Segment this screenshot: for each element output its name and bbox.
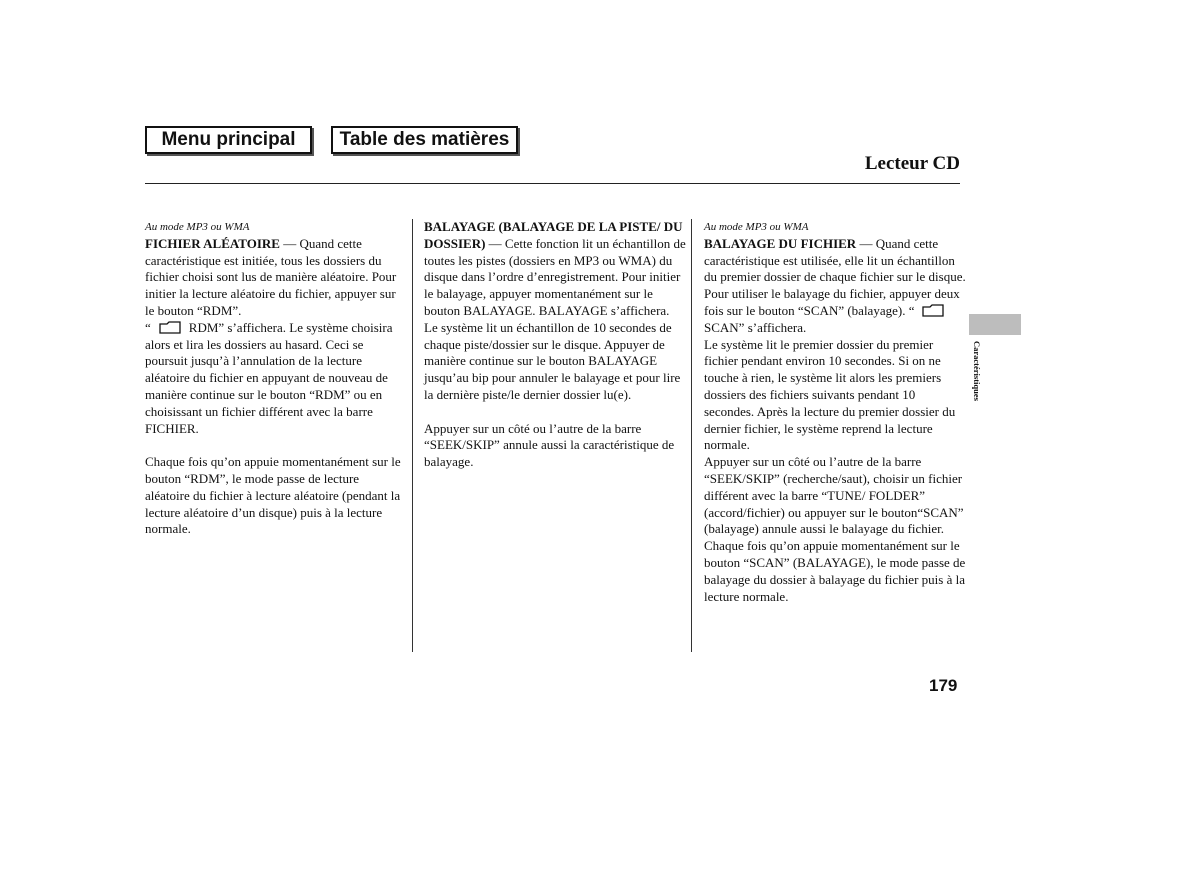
- mode-label: Au mode MP3 ou WMA: [145, 221, 250, 233]
- dash: —: [488, 235, 502, 251]
- paragraph: Chaque fois qu’on appuie momentanément sur le bouton “RDM”, le mode passe de lecture aléatoire du fichier à lecture aléatoire (pendant la lecture aléatoire d’un disque) puis à la lecture normale.: [145, 454, 401, 537]
- paragraph: [145, 236, 407, 438]
- column-scan: [424, 219, 686, 471]
- dash: —: [859, 235, 873, 251]
- paragraph: Appuyer sur un côté ou l’autre de la barre “SEEK/SKIP” (recherche/saut), choisir un fichier différent avec la barre “TUNE/ FOLDER” (accord/fichier) ou appuyer sur le bouton“SCAN” (balayage) annule aussi le balayage du fichier.: [704, 454, 964, 537]
- column-divider: [691, 219, 692, 652]
- paragraph: Chaque fois qu’on appuie momentanément sur le bouton “SCAN” (BALAYAGE), le mode passe de balayage du dossier à balayage du fichier puis à la lecture normale.: [704, 538, 966, 604]
- table-of-contents-button[interactable]: Table des matières: [331, 126, 518, 154]
- paragraph: [704, 236, 966, 337]
- mode-label: Au mode MP3 ou WMA: [704, 221, 809, 233]
- body-text: RDM” s’affichera. Le système choisira alors et lira les dossiers au hasard. Ceci se poursuit jusqu’à l’annulation de la lecture aléatoire du fichier en appuyant de nouveau de manière continue sur le bouton “RDM” ou en choisissant un fichier différent avec la barre FICHIER.: [145, 319, 393, 436]
- paragraph: Le système lit le premier dossier du premier fichier pendant environ 10 secondes. Si on ne touche à rien, le système lit alors les premiers dossiers des fichiers suivants pendant 10 secondes. Après la lecture du premier dossier du dernier fichier, le système reprend la lecture normale.: [704, 336, 956, 453]
- paragraph: Appuyer sur un côté ou l’autre de la barre “SEEK/SKIP” annule aussi la caractéristique de balayage.: [424, 420, 675, 470]
- section-heading: FICHIER ALÉATOIRE: [145, 235, 280, 251]
- section-heading: BALAYAGE (BALAYAGE DE LA PISTE/ DU DOSSIER): [424, 219, 683, 251]
- header-divider: [145, 183, 960, 184]
- main-menu-button[interactable]: Menu principal: [145, 126, 312, 154]
- column-file-scan: [704, 219, 966, 605]
- body-text: Cette fonction lit un échantillon de toutes les pistes (dossiers en MP3 ou WMA) du disque dans l’ordre d’enregistrement. Pour initier le balayage, appuyer momentanément sur le bouton BALAYAGE. BALAYAGE s’affichera. Le système lit un échantillon de 10 secondes de chaque piste/dossier sur le disque. Appuyer de manière continue sur le bouton BALAYAGE jusqu’au bip pour annuler le balayage et pour lire la dernière piste/le dernier dossier lu(e).: [424, 235, 686, 402]
- dash: —: [283, 235, 297, 251]
- section-heading: BALAYAGE DU FICHIER: [704, 235, 857, 251]
- section-tab: [969, 314, 1021, 335]
- body-text: Quand cette caractéristique est initiée, tous les dossiers du fichier choisi sont lus de manière aléatoire. Pour initier la lecture aléatoire du fichier, appuyer sur le bouton “RDM”.: [145, 235, 397, 318]
- body-text: Quand cette caractéristique est utilisée, elle lit un échantillon du premier dossier de chaque fichier sur le disque. Pour utiliser le balayage du fichier, appuyer deux fois sur le bouton “SCAN” (balayage). “: [704, 235, 966, 318]
- body-text: SCAN” s’affichera.: [704, 319, 807, 335]
- column-random-file: [145, 219, 407, 538]
- paragraph: [424, 219, 686, 404]
- folder-icon: [159, 321, 181, 334]
- page-title: Lecteur CD: [864, 153, 960, 174]
- folder-icon: [922, 304, 944, 317]
- quote-mark: “: [145, 319, 151, 335]
- section-label: Caractéristiques: [972, 341, 982, 401]
- column-divider: [412, 219, 413, 652]
- page-number: 179: [929, 676, 958, 695]
